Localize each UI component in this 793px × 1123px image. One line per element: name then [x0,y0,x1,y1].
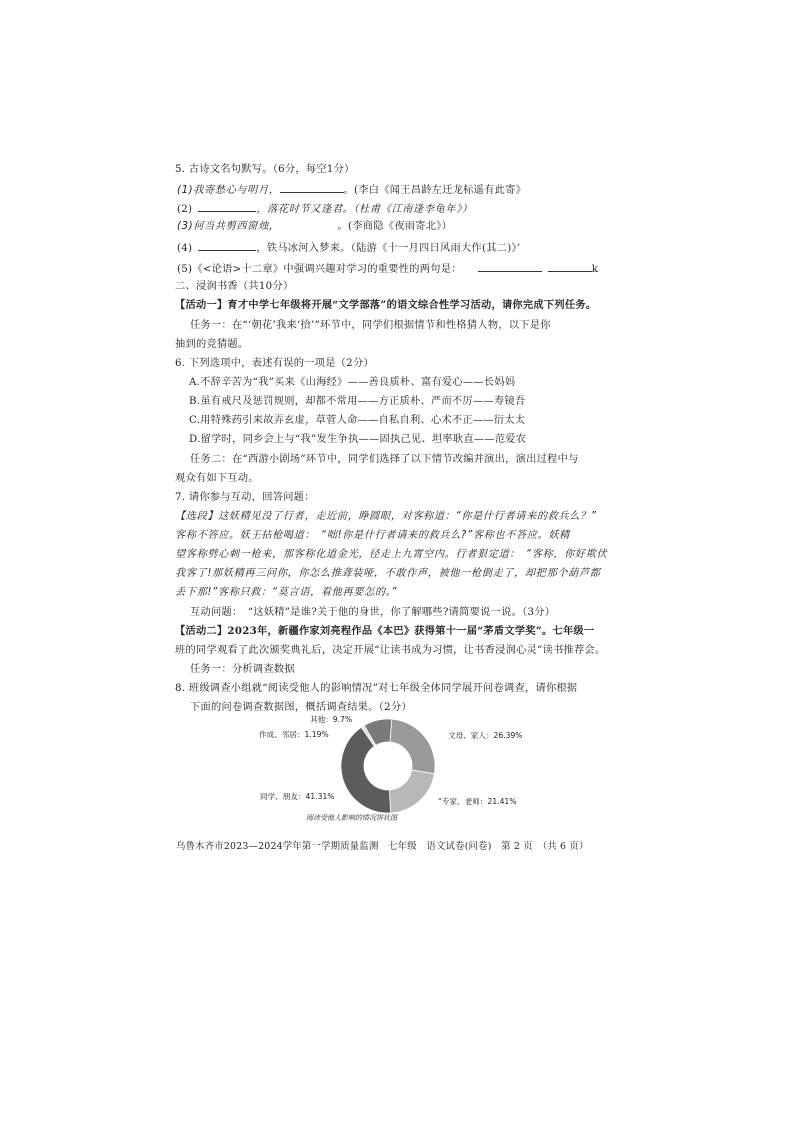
q7-excerpt-3: 望客称劈心刺一枪来，那客称化道金光，径走上九霄空内。行者狠定道： “客称，你好欺伏 [175,549,608,560]
q5-heading: 5. 古诗文名句默写。（6分，每空1分） [175,164,355,175]
q5-line-5-prefix: (5)《<论语>十二章》中强调兴趣对学习的重要性的两句是： [177,264,462,275]
activity-2-line-2: 班的同学观看了此次颁奖典礼后，决定开展“让读书成为习惯，让书香浸润心灵”读书推荐会。 [175,645,606,656]
chart-label-neighbors: 作成、邻居：1.19% [259,730,329,739]
page-footer: 乌鲁木齐市2023—2024学年第一学期质量监测 七年级 语文试卷(问卷) 第 2 页 （共 6 页） [176,841,589,852]
q7-excerpt-5: 丢下那!”客称只救：“莫言语，看他再要怎的。” [175,587,398,598]
q8-line-2: 下面的问卷调查数据图，概括调查结果。（2分） [190,702,412,713]
q5-line-5 [177,261,598,276]
q5-line-4-prefix: (4) [177,243,193,254]
task-2-line-2: 观众有如下互动。 [175,473,259,484]
chart-label-teachers: “专家、老师：21.41% [438,797,517,806]
answer-blank-5b[interactable] [548,261,592,272]
q5-line-1-prefix: (1)我寄愁心与明月， [177,185,280,196]
answer-blank-5a[interactable] [478,261,542,272]
activity-2-task-1: 任务一：分析调查数据 [190,664,295,675]
chart-label-friends: 同学、朋友：41.31% [260,792,335,801]
q5-line-3-prefix: (3)何当共剪西窗烛， [177,221,280,232]
answer-blank-1[interactable] [280,182,344,193]
donut-slice-1 [389,770,434,813]
q6-option-c: C.用特殊药引来故弄玄虚，草菅人命——自私自利、心术不正——衍太太 [189,415,526,426]
q6-option-d: D.留学时，同乡会上与“我”发生争执——固执己见、坦率耿直——范爱农 [189,434,527,445]
activity-1-intro: 【活动一】育才中学七年级将开展“文学部落”的语文综合性学习活动，请你完成下列任务。 [175,299,597,311]
q5-line-4-suffix: ，铁马冰河入梦来。（陆游《十一月四日风雨大作(其二)》’ [256,243,521,254]
q7-question: 互动问题： “这妖精”是谁?关于他的身世，你了解哪些?请简要说一说。（3分） [190,607,556,618]
section-2-heading: 二、浸润书香（共10分） [175,281,294,292]
answer-blank-2[interactable] [198,201,256,212]
task-1-line-1: 任务一：在“‘朝花’我来‘拾’”环节中，同学们根据情节和性格猜人物，以下是你 [190,320,551,331]
q5-line-2-prefix: (2) [177,204,193,215]
q5-line-1-suffix: 。(李白《闻王昌龄左迁龙标遥有此寄》 [343,185,527,196]
chart-label-other: 其他：9.7% [310,715,353,724]
q8-line-1: 8. 班级调查小组就“阅读受他人的影响情况”对七年级全体同学展开问卷调查，请你根据 [175,683,578,694]
task-1-line-2: 抽到的竞猜题。 [175,339,249,350]
q5-line-2 [177,201,473,216]
q7-excerpt-1: 【选段】这妖精见没了行者，走近前，睁圆眼，对客称道：“你是什行者请来的救兵么？” [175,511,597,522]
q7-excerpt-4: 我客了!那妖精再三问你，你怎么推聋装哑，不敢作声，被他一枪倒走了，却把那个葫芦都 [175,568,601,579]
chart-label-parents: 文母、家人：26.39% [448,731,523,740]
q7-heading: 7. 请你参与互动，回答问题： [175,492,315,503]
q7-excerpt-2: 客称不答应。妖王拈枪喝道： “咄!你是什行者请来的救兵么?”客称也不答应。妖精 [175,530,570,541]
answer-blank-4[interactable] [198,240,256,251]
q5-line-2-suffix: ，落花时节又逢君。（杜甫《江南逢李龟年》） [256,204,473,215]
q5-line-3 [177,220,452,233]
q6-heading: 6. 下列选项中，表述有误的一项是（2分） [175,358,374,369]
chart-caption: 阅读受他人影响的情况饼状图 [306,814,397,822]
q5-line-1 [177,182,526,197]
reading-influence-donut-chart [338,716,438,816]
q5-line-4 [177,240,520,255]
donut-slice-0 [390,719,435,774]
task-2-line-1: 任务二：在“西游小剧场”环节中，同学们选择了以下情节改编并演出，演出过程中与 [190,454,579,465]
q5-line-5-end: k [591,264,599,275]
activity-2-line-1: 【活动二】2023年，新疆作家刘亮程作品《本巴》获得第十一届“茅盾文学奖”。七年级一 [175,625,595,637]
q6-option-b: B.虽有戒尺及惩罚规则，却都不常用——方正质朴、严而不厉——寿镜吾 [189,396,526,407]
q6-option-a: A.不辞辛苦为“我”买来《山海经》——善良质朴、富有爱心——长妈妈 [189,377,516,388]
q5-line-3-suffix: 。(李商隐《夜雨寄北》） [337,221,453,232]
